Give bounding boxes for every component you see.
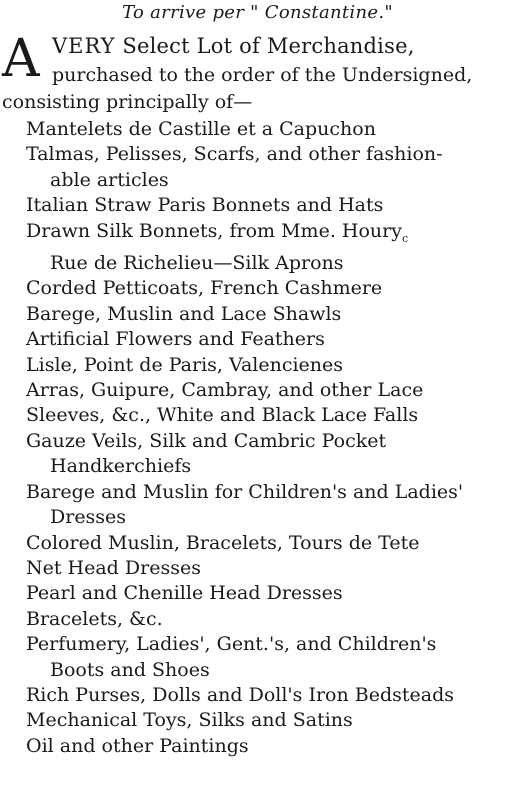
intro-line-3: consisting principally of—	[2, 91, 253, 113]
item-text: Oil and other Paintings	[26, 734, 249, 757]
print-mark: c	[401, 231, 409, 245]
drop-cap-letter: A	[2, 29, 40, 89]
merchandise-list	[0, 117, 515, 759]
item-text: Arras, Guipure, Cambray, and other Lace	[26, 379, 424, 402]
list-item	[0, 429, 515, 480]
list-item	[0, 480, 515, 531]
list-item	[0, 632, 515, 683]
item-text: Drawn Silk Bonnets, from Mme. Houry	[26, 219, 402, 242]
item-continuation: Dresses	[50, 506, 127, 529]
list-item	[0, 531, 515, 556]
item-text: Artificial Flowers and Feathers	[26, 328, 325, 351]
item-text: Net Head Dresses	[26, 556, 201, 579]
item-text: Barege, Muslin and Lace Shawls	[26, 302, 342, 325]
list-item	[0, 302, 515, 327]
list-item	[0, 219, 515, 277]
intro-line-2: purchased to the order of the Undersigned,	[52, 64, 473, 86]
item-text: Mechanical Toys, Silks and Satins	[26, 709, 353, 732]
list-item	[0, 581, 515, 606]
list-item	[0, 607, 515, 632]
intro-line-1-rest: Select Lot of Merchandise,	[115, 34, 415, 58]
list-item	[0, 378, 515, 403]
list-item	[0, 403, 515, 428]
intro-lead-word: VERY	[52, 34, 116, 58]
item-text: Gauze Veils, Silk and Cambric Pocket	[26, 429, 387, 452]
item-text: Corded Petticoats, French Cashmere	[26, 277, 383, 300]
list-item	[0, 708, 515, 733]
item-text: Talmas, Pelisses, Scarfs, and other fashion-	[26, 143, 443, 166]
list-item	[0, 353, 515, 378]
item-text: Perfumery, Ladies', Gent.'s, and Children's	[26, 633, 437, 656]
item-text: Pearl and Chenille Head Dresses	[26, 582, 343, 605]
item-text: Sleeves, &c., White and Black Lace Falls	[26, 404, 419, 427]
list-item	[0, 117, 515, 142]
item-continuation: Rue de Richelieu—Silk Aprons	[50, 252, 344, 275]
arrival-heading: To arrive per " Constantine."	[122, 2, 393, 23]
intro-line-1	[52, 34, 415, 58]
item-text: Colored Muslin, Bracelets, Tours de Tete	[26, 531, 420, 554]
list-item	[0, 193, 515, 218]
item-continuation: Boots and Shoes	[50, 658, 210, 681]
item-text: Rich Purses, Dolls and Doll's Iron Bedsteads	[26, 683, 454, 706]
item-text: Lisle, Point de Paris, Valencienes	[26, 353, 344, 376]
item-text: Mantelets de Castille et a Capuchon	[26, 118, 376, 140]
item-text: Bracelets, &c.	[26, 607, 163, 630]
list-item	[0, 556, 515, 581]
list-item	[0, 683, 515, 708]
list-item	[0, 276, 515, 301]
list-item	[0, 327, 515, 352]
item-text: Italian Straw Paris Bonnets and Hats	[26, 194, 384, 217]
list-item	[0, 734, 515, 759]
item-continuation: Handkerchiefs	[50, 455, 192, 478]
item-text: Barege and Muslin for Children's and Ladies'	[26, 480, 464, 503]
item-continuation: able articles	[50, 168, 169, 191]
list-item	[0, 142, 515, 193]
